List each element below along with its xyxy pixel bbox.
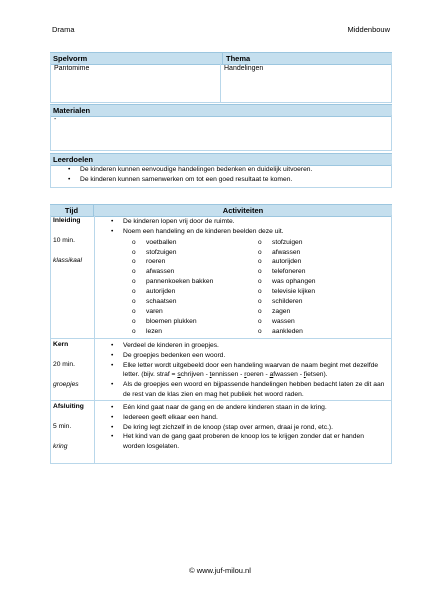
- handeling-item: o bloemen plukken: [132, 317, 258, 327]
- leerdoel-item: • De kinderen kunnen samenwerken om tot een goed resultaat te komen.: [51, 175, 391, 185]
- inleiding-duration: 10 min.: [53, 237, 75, 244]
- leerdoel-item: • De kinderen kunnen eenvoudige handelingen bedenken en duidelijk uitvoeren.: [51, 165, 391, 175]
- materialen-heading: Materialen: [50, 104, 392, 117]
- handeling-item: o pannenkoeken bakken: [132, 277, 258, 287]
- handeling-item: o zagen: [258, 307, 316, 317]
- afsluiting-bullet: • Eén kind gaat naar de gang en de andere kinderen staan in de kring.: [95, 403, 391, 413]
- kern-example-end: ).: [323, 371, 328, 379]
- afsluiting-bullet: • Iedereen geeft elkaar een hand.: [95, 413, 391, 423]
- afsluiting-time-cell: [51, 401, 95, 463]
- handeling-item: o was ophangen: [258, 277, 316, 287]
- handelingen-columns: [95, 238, 391, 337]
- leerdoelen-body: [50, 164, 392, 188]
- handeling-item: o stofzuigen: [132, 248, 258, 258]
- spelvorm-value: Pantomime: [51, 63, 221, 102]
- kern-bullet-example: [95, 361, 391, 381]
- thema-heading: Thema: [226, 54, 251, 63]
- inleiding-grouping: klassikaal: [53, 257, 82, 264]
- level-label: Middenbouw: [347, 25, 390, 34]
- spelvorm-heading: Spelvorm: [53, 53, 223, 64]
- activiteiten-heading: Activiteiten: [222, 206, 264, 215]
- handeling-item: o schaatsen: [132, 297, 258, 307]
- kern-time-cell: [51, 339, 95, 400]
- handelingen-list-b: [258, 238, 316, 337]
- afsluiting-title: Afsluiting: [53, 403, 84, 410]
- example-separator: -: [263, 371, 270, 379]
- kern-activities: [95, 339, 391, 400]
- afsluiting-bullet: • Het kind van de gang gaat proberen de knoop los te krijgen zonder dat er handen worden losgelaten.: [95, 432, 391, 452]
- kern-duration: 20 min.: [53, 361, 75, 368]
- handeling-item: o stofzuigen: [258, 238, 316, 248]
- handeling-item: o varen: [132, 307, 258, 317]
- inleiding-activities: [95, 215, 391, 338]
- inleiding-bullet: • De kinderen lopen vrij door de ruimte.: [95, 217, 391, 227]
- handeling-item: o autorijden: [132, 287, 258, 297]
- example-word: afwassen: [269, 371, 298, 379]
- kern-row: [50, 339, 392, 401]
- example-separator: -: [238, 371, 245, 379]
- inleiding-title: Inleiding: [53, 217, 81, 224]
- leerdoelen-heading: Leerdoelen: [50, 153, 392, 166]
- handeling-item: o afwassen: [258, 248, 316, 258]
- spelvorm-thema-body: [50, 63, 392, 103]
- example-word: tennissen: [209, 371, 239, 379]
- copyright-footer: © www.juf-milou.nl: [189, 566, 251, 575]
- materialen-value: -: [50, 115, 392, 151]
- example-word: schrijven: [177, 371, 204, 379]
- afsluiting-duration: 5 min.: [53, 423, 72, 430]
- handeling-item: o schilderen: [258, 297, 316, 307]
- kern-example-words: [177, 371, 323, 378]
- handeling-item: o aankleden: [258, 327, 316, 337]
- inleiding-row: [50, 215, 392, 339]
- subject-label: Drama: [52, 25, 75, 34]
- afsluiting-activities: [95, 401, 391, 463]
- handeling-item: o telefoneren: [258, 267, 316, 277]
- example-word: roeren: [244, 371, 264, 379]
- handeling-item: o autorijden: [258, 257, 316, 267]
- kern-grouping: groepjes: [53, 381, 79, 388]
- afsluiting-row: [50, 401, 392, 464]
- kern-bullet: • Verdeel de kinderen in groepjes.: [95, 341, 391, 351]
- afsluiting-bullet: • De kring legt zichzelf in de knoop (stap over armen, draai je rond, etc.).: [95, 423, 391, 433]
- inleiding-time-cell: [51, 215, 95, 338]
- thema-value: Handelingen: [224, 65, 264, 72]
- handeling-item: o roeren: [132, 257, 258, 267]
- kern-title: Kern: [53, 341, 69, 348]
- handelingen-list-a: [132, 238, 258, 337]
- handeling-item: o lezen: [132, 327, 258, 337]
- example-separator: -: [297, 371, 304, 379]
- inleiding-bullet: • Noem een handeling en de kinderen beelden deze uit.: [95, 227, 391, 237]
- handeling-item: o voetballen: [132, 238, 258, 248]
- handeling-item: o afwassen: [132, 267, 258, 277]
- handeling-item: o televisie kijken: [258, 287, 316, 297]
- kern-bullet: • De groepjes bedenken een woord.: [95, 351, 391, 361]
- handeling-item: o wassen: [258, 317, 316, 327]
- tijd-heading: Tijd: [50, 205, 94, 216]
- example-separator: -: [203, 371, 210, 379]
- kern-example-text: Elke letter wordt uitgebeeld door een handeling waarvan de naam begint met dezelfde letter. (bijv. straf =: [123, 361, 379, 379]
- example-word: fietsen: [303, 371, 324, 379]
- afsluiting-grouping: kring: [53, 443, 68, 450]
- kern-bullet: • Als de groepjes een woord en bijpassende handelingen hebben bedacht laten ze dit aan de rest van de klas zien en mag het publiek het woord raden.: [95, 380, 391, 400]
